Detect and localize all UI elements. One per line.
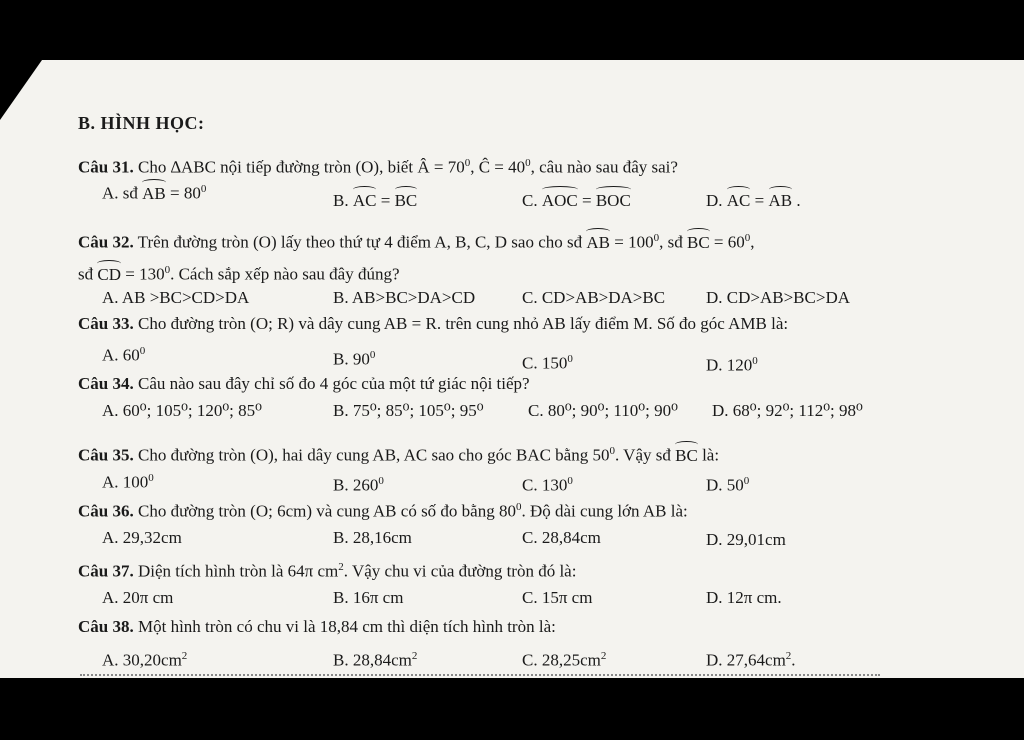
option-text: A. 30,20cm bbox=[102, 650, 182, 670]
degree: 0 bbox=[139, 345, 146, 357]
option-text: A. 100 bbox=[102, 472, 149, 492]
q38-option-c bbox=[522, 645, 606, 672]
question-text: Trên đường tròn (O) lấy theo thứ tự 4 điểm A, B, C, D sao cho sđ bbox=[133, 232, 587, 252]
prefix: sđ bbox=[78, 264, 98, 284]
question-text: . Cách sắp xếp nào sau đây đúng? bbox=[170, 264, 400, 284]
question-text: Diện tích hình tròn là 64π cm bbox=[133, 561, 339, 581]
option-text: C. 28,25cm bbox=[522, 650, 601, 670]
question-label: Câu 34. bbox=[78, 374, 134, 393]
q37-option-c: C. 15π cm bbox=[522, 588, 593, 607]
question-label: Câu 36. bbox=[78, 501, 134, 521]
angle-c-value: = 40 bbox=[490, 157, 526, 177]
q31-option-b bbox=[333, 190, 417, 212]
degree: 0 bbox=[525, 157, 531, 169]
q38-option-b bbox=[333, 645, 417, 672]
option-prefix: D. bbox=[706, 191, 727, 210]
question-38 bbox=[78, 616, 556, 638]
option-text: C. 130 bbox=[522, 475, 568, 495]
degree: 0 bbox=[148, 472, 154, 484]
q31-option-a bbox=[102, 178, 206, 205]
squared: 2 bbox=[181, 650, 188, 662]
option-text: B. 260 bbox=[333, 475, 379, 495]
arc: BC bbox=[686, 232, 710, 252]
option-prefix: A. sđ bbox=[102, 183, 143, 203]
degree: 0 bbox=[743, 475, 750, 487]
q36-option-b: B. 28,16cm bbox=[333, 528, 412, 547]
q32-option-d: D. CD>AB>BC>DA bbox=[706, 288, 851, 307]
q36-option-d: D. 29,01cm bbox=[706, 530, 786, 549]
q36-option-c: C. 28,84cm bbox=[522, 528, 601, 547]
question-text: Cho đường tròn (O), hai dây cung AB, AC sao cho góc BAC bằng 50 bbox=[133, 445, 610, 465]
q32-option-a: A. AB >BC>CD>DA bbox=[102, 288, 250, 307]
degree: 0 bbox=[752, 355, 758, 367]
degree: 0 bbox=[744, 232, 751, 244]
arc: AB bbox=[768, 191, 793, 210]
angle-a: Â bbox=[417, 157, 430, 177]
q33-option-a bbox=[102, 340, 145, 367]
section-title: B. HÌNH HỌC: bbox=[78, 113, 205, 133]
question-text: . Vậy sđ bbox=[614, 445, 676, 465]
question-32 bbox=[78, 227, 755, 254]
q33-option-d bbox=[706, 350, 758, 377]
degree: 0 bbox=[653, 232, 660, 244]
question-text: Câu nào sau đây chỉ số đo 4 góc của một tứ giác nội tiếp? bbox=[133, 374, 530, 393]
q35-option-c bbox=[522, 470, 573, 497]
option-text: A. 60 bbox=[102, 345, 140, 365]
degree: 0 bbox=[567, 353, 573, 365]
arc-value: = 130 bbox=[121, 264, 165, 284]
degree: 0 bbox=[609, 445, 615, 457]
separator: , sđ bbox=[659, 232, 687, 252]
q32-option-c: C. CD>AB>DA>BC bbox=[522, 288, 666, 307]
arc: AC bbox=[352, 191, 377, 210]
arc: AB bbox=[586, 232, 611, 252]
q32-option-b: B. AB>BC>DA>CD bbox=[333, 288, 476, 307]
question-label: Câu 32. bbox=[78, 232, 134, 252]
question-label: Câu 37. bbox=[78, 561, 134, 581]
arc: BC bbox=[394, 191, 418, 210]
q35-option-b bbox=[333, 470, 384, 497]
q31-option-c bbox=[522, 190, 631, 212]
question-text: Cho đường tròn (O; 6cm) và cung AB có số đo bằng 80 bbox=[133, 501, 516, 521]
q33-option-c bbox=[522, 348, 573, 375]
equals: = bbox=[577, 191, 596, 210]
question-text: . Độ dài cung lớn AB là: bbox=[521, 501, 688, 521]
squared: 2 bbox=[785, 650, 792, 662]
question-35 bbox=[78, 440, 719, 467]
option-prefix: C. bbox=[522, 191, 542, 210]
option-text: D. 27,64cm bbox=[706, 650, 786, 670]
option-text: D. 50 bbox=[706, 475, 744, 495]
degree: 0 bbox=[200, 183, 207, 195]
option-text: B. 28,84cm bbox=[333, 650, 412, 670]
q37-option-a: A. 20π cm bbox=[102, 588, 174, 607]
question-text: Cho ∆ABC nội tiếp đường tròn (O), biết bbox=[133, 157, 418, 177]
arc: BC bbox=[675, 445, 698, 465]
arc-value: = 100 bbox=[610, 232, 654, 252]
question-34 bbox=[78, 373, 530, 395]
q34-option-c: C. 80⁰; 90⁰; 110⁰; 90⁰ bbox=[528, 401, 678, 420]
option-text: D. 120 bbox=[706, 355, 753, 375]
q31-option-d bbox=[706, 190, 801, 212]
q34-option-b: B. 75⁰; 85⁰; 105⁰; 95⁰ bbox=[333, 401, 484, 420]
question-text: Cho đường tròn (O; R) và dây cung AB = R. trên cung nhỏ AB lấy điểm M. Số đo góc AMB là: bbox=[133, 314, 789, 333]
question-36 bbox=[78, 496, 688, 523]
question-32-line2 bbox=[78, 259, 400, 286]
question-text: , câu nào sau đây sai? bbox=[530, 157, 678, 177]
option-suffix: . bbox=[792, 191, 801, 210]
option-text: C. 150 bbox=[522, 353, 568, 373]
question-label: Câu 31. bbox=[78, 157, 134, 177]
q34-option-d: D. 68⁰; 92⁰; 112⁰; 98⁰ bbox=[712, 401, 863, 420]
q38-option-a bbox=[102, 645, 187, 672]
q37-option-d: D. 12π cm. bbox=[706, 588, 782, 607]
degree: 0 bbox=[378, 475, 384, 487]
question-31 bbox=[78, 152, 678, 179]
question-label: Câu 38. bbox=[78, 617, 134, 636]
option-text: B. 90 bbox=[333, 349, 370, 369]
separator: , bbox=[750, 232, 755, 252]
q38-option-d bbox=[706, 645, 796, 672]
question-33 bbox=[78, 313, 788, 335]
question-label: Câu 35. bbox=[78, 445, 134, 465]
q34-option-a: A. 60⁰; 105⁰; 120⁰; 85⁰ bbox=[102, 401, 262, 420]
question-37 bbox=[78, 556, 576, 583]
arc: CD bbox=[97, 264, 121, 284]
q36-option-a: A. 29,32cm bbox=[102, 528, 182, 547]
squared: 2 bbox=[338, 561, 344, 573]
degree: 0 bbox=[369, 349, 376, 361]
equals: = bbox=[376, 191, 395, 210]
cut-off-next-line bbox=[80, 674, 880, 680]
option-prefix: B. bbox=[333, 191, 353, 210]
question-label: Câu 33. bbox=[78, 314, 134, 333]
question-text: là: bbox=[697, 445, 720, 465]
option-suffix: . bbox=[791, 650, 796, 670]
separator: , bbox=[470, 157, 479, 177]
q33-option-b bbox=[333, 344, 375, 371]
arc-value: = 60 bbox=[709, 232, 745, 252]
q37-option-b: B. 16π cm bbox=[333, 588, 404, 607]
question-text: . Vậy chu vi của đường tròn đó là: bbox=[343, 561, 577, 581]
arc: AOC bbox=[541, 191, 578, 210]
angle-a-value: = 70 bbox=[429, 157, 465, 177]
degree: 0 bbox=[567, 475, 573, 487]
option-value: = 80 bbox=[165, 183, 201, 203]
squared: 2 bbox=[600, 650, 607, 662]
arc: AC bbox=[726, 191, 751, 210]
arc: AB bbox=[142, 183, 166, 203]
question-text: Một hình tròn có chu vi là 18,84 cm thì diện tích hình tròn là: bbox=[133, 617, 556, 636]
degree: 0 bbox=[464, 157, 471, 169]
equals: = bbox=[750, 191, 769, 210]
degree: 0 bbox=[164, 264, 171, 276]
q35-option-d bbox=[706, 470, 749, 497]
arc: BOC bbox=[595, 191, 631, 210]
q35-option-a bbox=[102, 467, 154, 494]
angle-c: Ĉ bbox=[478, 157, 491, 177]
degree: 0 bbox=[515, 501, 522, 513]
squared: 2 bbox=[411, 650, 418, 662]
